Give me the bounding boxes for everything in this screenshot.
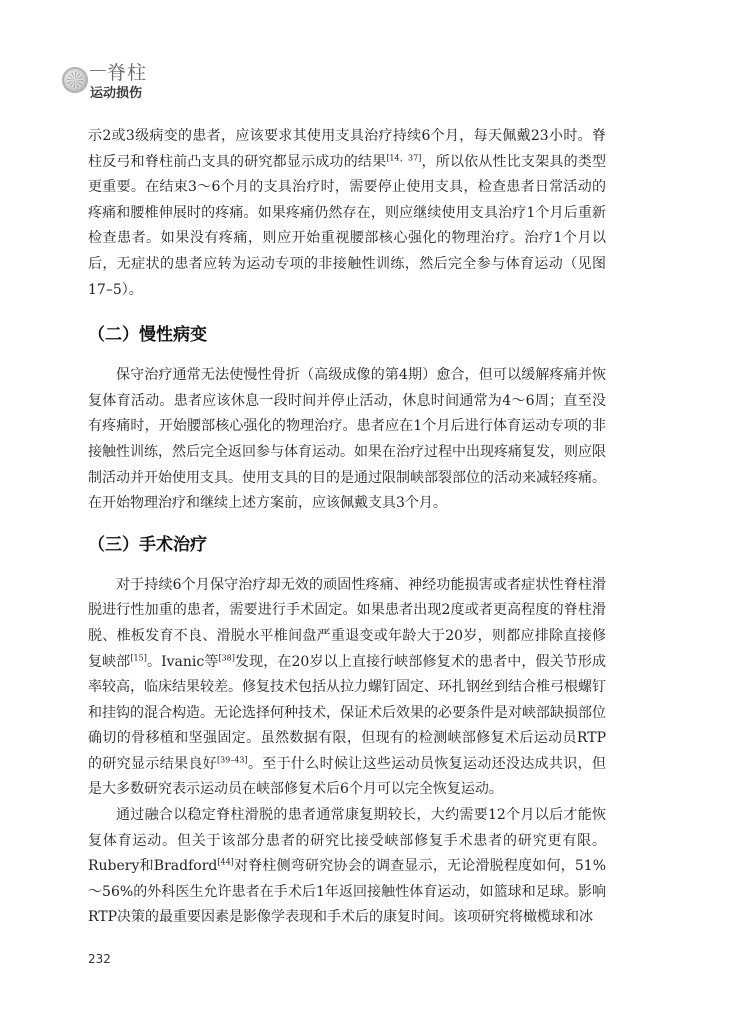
- paragraph-text: 通过融合以稳定脊柱滑脱的患者通常康复期较长，大约需要12个月以后才能恢复体育运动。但关于该部分患者的研究比接受峡部修复手术患者的研究更有限。Rubery和Bradford: [88, 807, 606, 875]
- page-number: 232: [88, 952, 111, 966]
- citation: [38]: [218, 652, 235, 662]
- paragraph-text: 发现，在20岁以上直接行峡部修复术的患者中，假关节形成率较高，临床结果较差。修复技术包括从拉力螺钉固定、环扎钢丝到结合椎弓根螺钉和挂钩的混合构造。无论选择何种技术，保证术后效果的必要条件是对峡部缺损部位确切的骨移植和坚强固定。虽然数据有限，但现有的检测峡部修复术后运动员RTP的研究显示结果良好: [88, 653, 606, 772]
- citation: [44]: [217, 857, 234, 867]
- logo-icon: [62, 67, 88, 93]
- paragraph-text: 。Ivanic等: [146, 653, 219, 670]
- citation: [15]: [130, 652, 147, 662]
- paragraph-1: [88, 124, 606, 303]
- paragraph-text: 对脊柱侧弯研究协会的调查显示，无论滑脱程度如何，51%～56%的外科医生允许患者在手术后1年返回接触性体育运动，如篮球和足球。影响RTP决策的最重要因素是影像学表现和手术后的康复时间。该项研究将橄榄球和冰: [88, 858, 606, 926]
- book-subtitle: 运动损伤: [90, 86, 143, 101]
- paragraph-2: 保守治疗通常无法使慢性骨折（高级成像的第4期）愈合，但可以缓解疼痛并恢复体育活动。患者应该休息一段时间并停止活动，休息时间通常为4～6周；直至没有疼痛时，开始腰部核心强化的物理治疗。患者应在1个月后进行体育运动专项的非接触性训练，然后完全返回参与体育运动。如果在治疗过程中出现疼痛复发，则应限制活动并开始使用支具。使用支具的目的是通过限制峡部裂部位的活动来减轻疼痛。在开始物理治疗和继续上述方案前，应该佩戴支具3个月。: [88, 367, 606, 512]
- section-heading-surgery: （三）手术治疗: [88, 534, 207, 555]
- header-rule: [90, 70, 106, 71]
- paragraph-text: ，所以依从性比支架具的类型更重要。在结束3～6个月的支具治疗时，需要停止使用支具，检查患者日常活动的疼痛和腰椎伸展时的疼痛。如果疼痛仍然存在，则应继续使用支具治疗1个月后重新检查患者。如果没有疼痛，则应开始重视腰部核心强化的物理治疗。治疗1个月以后，无症状的患者应转为运动专项的非接触性训练，然后完全参与体育运动（见图17–5）。: [88, 153, 606, 298]
- section-heading-chronic: （二）慢性病变: [88, 325, 207, 346]
- paragraph-3: [88, 573, 606, 803]
- paragraph-text: 示2或3级病变的患者，应该要求其使用支具治疗持续6个月，每天佩戴23小时。脊柱反弓和脊柱前凸支具的研究都显示成功的结果: [88, 128, 606, 170]
- page-body: [88, 124, 606, 931]
- paragraph-4: [88, 803, 606, 931]
- paragraph-text: 。至于什么时候让这些运动员恢复运动还没达成共识，但是大多数研究表示运动员在峡部修复术后6个月可以完全恢复运动。: [88, 755, 606, 798]
- paragraph-text: 对于持续6个月保守治疗却无效的顽固性疼痛、神经功能损害或者症状性脊柱滑脱进行性加重的患者，需要进行手术固定。如果患者出现2度或者更高程度的脊柱滑脱、椎板发育不良、滑脱水平椎间盘严重退变或年龄大于20岁，则都应排除直接修复峡部: [88, 576, 606, 670]
- citation: [14，37]: [386, 152, 422, 162]
- citation: [39–43]: [217, 755, 248, 765]
- book-title: 脊柱: [107, 62, 148, 84]
